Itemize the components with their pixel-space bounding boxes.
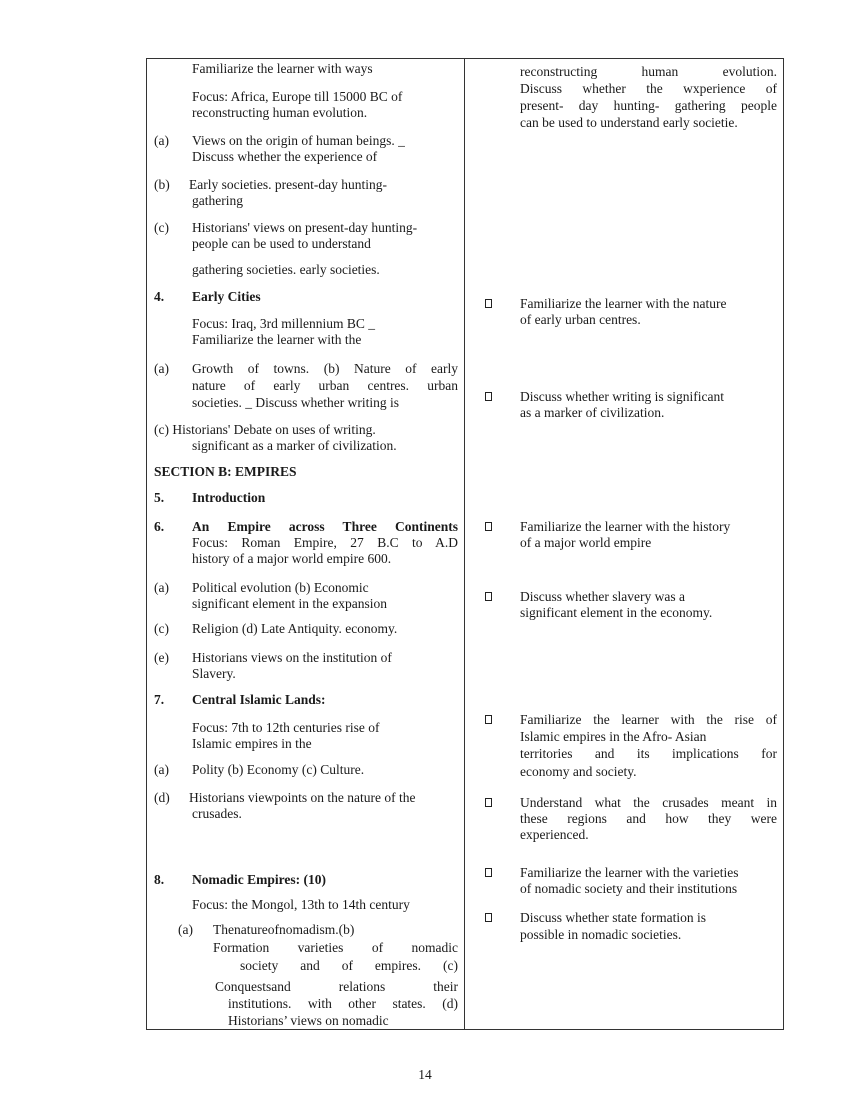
- objective-text: Discuss whether the wxperience of: [520, 81, 777, 96]
- list-item: Early societies. present-day hunting-: [189, 177, 387, 192]
- section-heading: SECTION B: EMPIRES: [154, 464, 297, 479]
- item-marker: (c): [154, 621, 169, 636]
- list-item: societies. _ Discuss whether writing is: [192, 395, 399, 410]
- section-focus: Islamic empires in the: [192, 736, 312, 751]
- list-item: nature of early urban centres. urban: [192, 378, 458, 393]
- objective-text: territories and its implications for: [520, 746, 777, 761]
- bullet-box-icon: [485, 522, 492, 531]
- section-title: Central Islamic Lands:: [192, 692, 326, 707]
- objective-text: Discuss whether state formation is: [520, 910, 706, 925]
- item-marker: (e): [154, 650, 169, 665]
- objective-text: these regions and how they were: [520, 811, 777, 826]
- item-marker: (a): [154, 580, 169, 595]
- bullet-box-icon: [485, 392, 492, 401]
- list-item: Formation varieties of nomadic: [213, 940, 458, 955]
- item-marker: (c): [154, 220, 169, 235]
- column-divider: [464, 58, 465, 1030]
- list-item: society and of empires. (c): [240, 958, 458, 973]
- list-item: gathering societies. early societies.: [192, 262, 380, 277]
- topic3-intro: Familiarize the learner with ways: [192, 61, 373, 76]
- list-item: institutions. with other states. (d): [228, 996, 458, 1011]
- objective-text: Discuss whether writing is significant: [520, 389, 724, 404]
- topic3-focus: Focus: Africa, Europe till 15000 BC of: [192, 89, 403, 104]
- objective-text: possible in nomadic societies.: [520, 927, 682, 942]
- section-title: Nomadic Empires: (10): [192, 872, 326, 887]
- objective-text: Familiarize the learner with the nature: [520, 296, 727, 311]
- list-item: Historians' views on present-day hunting-: [192, 220, 418, 235]
- list-item: Slavery.: [192, 666, 236, 681]
- item-marker: (b): [154, 177, 170, 192]
- objective-text: significant element in the economy.: [520, 605, 713, 620]
- item-marker: (a): [154, 762, 169, 777]
- objective-text: Understand what the crusades meant in: [520, 795, 777, 810]
- objective-text: economy and society.: [520, 764, 637, 779]
- topic3-focus: reconstructing human evolution.: [192, 105, 368, 120]
- list-item: Thenatureofnomadism.(b): [213, 922, 355, 937]
- bullet-box-icon: [485, 592, 492, 601]
- section-number: 5.: [154, 490, 165, 505]
- list-item: significant element in the expansion: [192, 596, 387, 611]
- objective-text: reconstructing human evolution.: [520, 64, 777, 79]
- objective-text: of a major world empire: [520, 535, 652, 550]
- section-number: 6.: [154, 519, 165, 534]
- bullet-box-icon: [485, 299, 492, 308]
- objective-text: Discuss whether slavery was a: [520, 589, 685, 604]
- section-focus: Focus: Iraq, 3rd millennium BC _: [192, 316, 375, 331]
- section-focus: Familiarize the learner with the: [192, 332, 362, 347]
- list-item: Historians viewpoints on the nature of the: [189, 790, 416, 805]
- list-item: Views on the origin of human beings. _: [192, 133, 405, 148]
- item-marker: (a): [154, 133, 169, 148]
- section-focus: Focus: Roman Empire, 27 B.C to A.D: [192, 535, 458, 550]
- objective-text: can be used to understand early societie.: [520, 115, 738, 130]
- bullet-box-icon: [485, 868, 492, 877]
- objective-text: Familiarize the learner with the rise of: [520, 712, 777, 727]
- list-item: significant as a marker of civilization.: [192, 438, 397, 453]
- list-item: Discuss whether the experience of: [192, 149, 378, 164]
- section-focus: history of a major world empire 600.: [192, 551, 392, 566]
- section-focus: Focus: 7th to 12th centuries rise of: [192, 720, 380, 735]
- section-number: 8.: [154, 872, 165, 887]
- list-item: Historians’ views on nomadic: [228, 1013, 389, 1028]
- objective-text: present- day hunting- gathering people: [520, 98, 777, 113]
- objective-text: Familiarize the learner with the history: [520, 519, 731, 534]
- item-marker: (d): [154, 790, 170, 805]
- section-title: Early Cities: [192, 289, 261, 304]
- list-item: Historians views on the institution of: [192, 650, 392, 665]
- section-title: Introduction: [192, 490, 266, 505]
- list-item: gathering: [192, 193, 243, 208]
- objective-text: of nomadic society and their institutions: [520, 881, 738, 896]
- objective-text: experienced.: [520, 827, 589, 842]
- page-number: 14: [418, 1067, 432, 1082]
- section-focus: Focus: the Mongol, 13th to 14th century: [192, 897, 410, 912]
- bullet-box-icon: [485, 913, 492, 922]
- section-number: 7.: [154, 692, 165, 707]
- bullet-box-icon: [485, 798, 492, 807]
- item-marker: (a): [154, 361, 169, 376]
- bullet-box-icon: [485, 715, 492, 724]
- list-item: Polity (b) Economy (c) Culture.: [192, 762, 365, 777]
- list-item: people can be used to understand: [192, 236, 371, 251]
- list-item: Religion (d) Late Antiquity. economy.: [192, 621, 398, 636]
- objective-text: of early urban centres.: [520, 312, 641, 327]
- list-item: Conquestsand relations their: [215, 979, 458, 994]
- list-item: crusades.: [192, 806, 242, 821]
- objective-text: Islamic empires in the Afro- Asian: [520, 729, 707, 744]
- list-item: (c) Historians' Debate on uses of writing.: [154, 422, 376, 437]
- list-item: Political evolution (b) Economic: [192, 580, 369, 595]
- objective-text: as a marker of civilization.: [520, 405, 665, 420]
- item-marker: (a): [178, 922, 193, 937]
- list-item: Growth of towns. (b) Nature of early: [192, 361, 458, 376]
- objective-text: Familiarize the learner with the varieties: [520, 865, 739, 880]
- section-number: 4.: [154, 289, 165, 304]
- section-title: An Empire across Three Continents: [192, 519, 458, 534]
